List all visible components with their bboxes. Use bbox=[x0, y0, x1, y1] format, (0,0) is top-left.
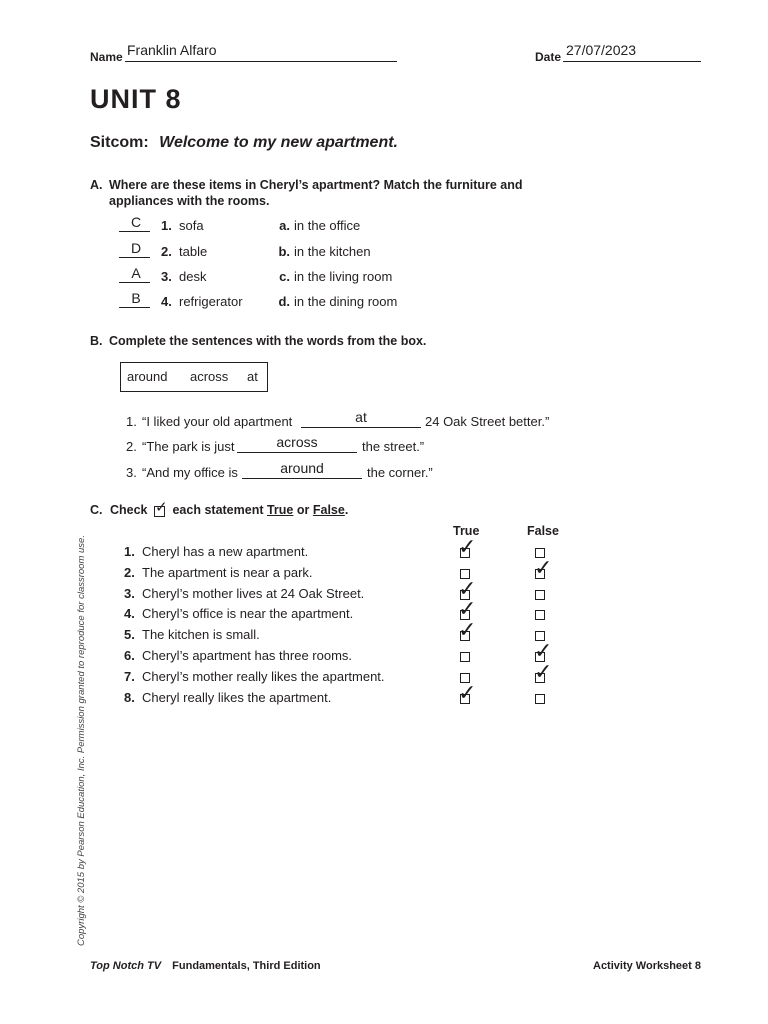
section-a-letter: A. bbox=[90, 178, 103, 192]
footer-left bbox=[90, 960, 321, 972]
date-field-line bbox=[563, 61, 701, 62]
section-c-heading: C. Check ✓ each statement True or False. bbox=[90, 499, 349, 517]
sentence-number: 2. bbox=[126, 439, 137, 454]
statement-text: The kitchen is small. bbox=[142, 627, 260, 642]
section-c-or-word: or bbox=[296, 503, 310, 517]
footer-brand: Top Notch TV bbox=[90, 960, 162, 972]
item-name: table bbox=[179, 244, 208, 259]
statement-text: The apartment is near a park. bbox=[142, 565, 313, 580]
option-text: in the office bbox=[294, 218, 361, 233]
check-mark-icon: ✓ bbox=[458, 617, 477, 642]
answer-blank[interactable]: D bbox=[130, 240, 142, 256]
answer-blank-line bbox=[119, 307, 150, 308]
sentence-number: 1. bbox=[126, 414, 137, 429]
check-mark-icon: ✓ bbox=[458, 596, 477, 621]
item-number: 3. bbox=[161, 269, 172, 284]
false-checkbox[interactable] bbox=[535, 694, 545, 704]
statement-number: 4. bbox=[124, 606, 135, 621]
check-mark-icon: ✓ bbox=[534, 638, 553, 663]
answer-field[interactable]: around bbox=[280, 460, 324, 476]
date-label: Date bbox=[535, 50, 562, 64]
statement-text: Cheryl’s mother lives at 24 Oak Street. bbox=[142, 586, 365, 601]
statement-text: Cheryl’s office is near the apartment. bbox=[142, 606, 354, 621]
word-box-word: across bbox=[190, 369, 229, 384]
statement-number: 6. bbox=[124, 648, 135, 663]
sentence-start: “I liked your old apartment bbox=[142, 414, 293, 429]
column-header-true: True bbox=[453, 524, 480, 538]
answer-blank[interactable]: A bbox=[131, 265, 141, 281]
section-a-instruction-2: appliances with the rooms. bbox=[109, 194, 270, 208]
check-mark-icon: ✓ bbox=[458, 534, 477, 559]
section-a-instruction-1: Where are these items in Cheryl’s apartment? Match the furniture and bbox=[109, 178, 523, 192]
statement-text: Cheryl’s apartment has three rooms. bbox=[142, 648, 353, 663]
sentence-start: “And my office is bbox=[142, 465, 238, 480]
answer-blank-line bbox=[119, 257, 150, 258]
check-mark-icon: ✓ bbox=[458, 680, 477, 705]
blank-line bbox=[242, 478, 362, 479]
option-text: in the living room bbox=[294, 269, 393, 284]
check-mark-icon: ✓ bbox=[534, 555, 553, 580]
check-mark-icon: ✓ bbox=[534, 659, 553, 684]
statement-number: 3. bbox=[124, 586, 135, 601]
option-text: in the kitchen bbox=[294, 244, 371, 259]
section-b-letter: B. bbox=[90, 334, 103, 348]
item-name: refrigerator bbox=[179, 294, 243, 309]
footer-worksheet: Activity Worksheet 8 bbox=[593, 960, 702, 972]
sitcom-episode: Welcome to my new apartment. bbox=[159, 134, 398, 151]
answer-blank-line bbox=[119, 231, 150, 232]
section-c-check-word: Check bbox=[109, 503, 148, 517]
option-text: in the dining room bbox=[294, 294, 398, 309]
item-number: 4. bbox=[161, 294, 172, 309]
date-field[interactable]: 27/07/2023 bbox=[566, 42, 637, 58]
item-number: 1. bbox=[161, 218, 172, 233]
sentence-start: “The park is just bbox=[142, 439, 235, 454]
blank-line bbox=[301, 427, 421, 428]
option-letter: c. bbox=[279, 269, 290, 284]
name-label: Name bbox=[90, 50, 123, 64]
section-c-instruction: each statement bbox=[172, 503, 264, 517]
answer-field[interactable]: across bbox=[276, 434, 318, 450]
column-header-false: False bbox=[527, 524, 559, 538]
answer-blank[interactable]: C bbox=[130, 214, 142, 230]
statement-text: Cheryl’s mother really likes the apartment. bbox=[142, 669, 385, 684]
blank-line bbox=[237, 452, 357, 453]
answer-field[interactable]: at bbox=[355, 409, 367, 425]
sentence-end: the street.” bbox=[362, 439, 425, 454]
item-number: 2. bbox=[161, 244, 172, 259]
statement-number: 7. bbox=[124, 669, 135, 684]
copyright-notice: Copyright © 2015 by Pearson Education, Inc. Permission granted to reproduce for classroom use. bbox=[76, 535, 87, 946]
statement-number: 2. bbox=[124, 565, 135, 580]
option-letter: d. bbox=[278, 294, 290, 309]
statement-number: 8. bbox=[124, 690, 135, 705]
statement-number: 5. bbox=[124, 627, 135, 642]
section-c-false-word: False bbox=[312, 503, 345, 517]
sentence-number: 3. bbox=[126, 465, 137, 480]
answer-blank[interactable]: B bbox=[131, 290, 141, 306]
page-title: UNIT 8 bbox=[90, 84, 182, 114]
word-box bbox=[120, 362, 268, 392]
sitcom-heading bbox=[90, 134, 398, 152]
sitcom-label: Sitcom: bbox=[90, 134, 149, 151]
statement-text: Cheryl has a new apartment. bbox=[142, 544, 309, 559]
option-letter: a. bbox=[279, 218, 290, 233]
option-letter: b. bbox=[278, 244, 290, 259]
name-field[interactable]: Franklin Alfaro bbox=[127, 42, 217, 58]
check-mark-icon: ✓ bbox=[458, 576, 477, 601]
word-box-word: around bbox=[127, 369, 168, 384]
word-box-word: at bbox=[247, 369, 258, 384]
true-checkbox[interactable] bbox=[460, 652, 470, 662]
false-checkbox[interactable] bbox=[535, 590, 545, 600]
sentence-end: 24 Oak Street better.” bbox=[425, 414, 550, 429]
section-b-instruction: Complete the sentences with the words from the box. bbox=[109, 334, 427, 348]
statement-text: Cheryl really likes the apartment. bbox=[142, 690, 332, 705]
false-checkbox[interactable] bbox=[535, 610, 545, 620]
answer-blank-line bbox=[119, 282, 150, 283]
name-field-line bbox=[125, 61, 397, 62]
checkbox-checked-icon: ✓ bbox=[155, 499, 168, 516]
item-name: desk bbox=[179, 269, 207, 284]
sentence-end: the corner.” bbox=[367, 465, 433, 480]
section-c-true-word: True bbox=[266, 503, 294, 517]
section-c-letter: C. bbox=[90, 503, 103, 517]
statement-number: 1. bbox=[124, 544, 135, 559]
footer-edition: Fundamentals, Third Edition bbox=[172, 960, 321, 972]
item-name: sofa bbox=[179, 218, 204, 233]
